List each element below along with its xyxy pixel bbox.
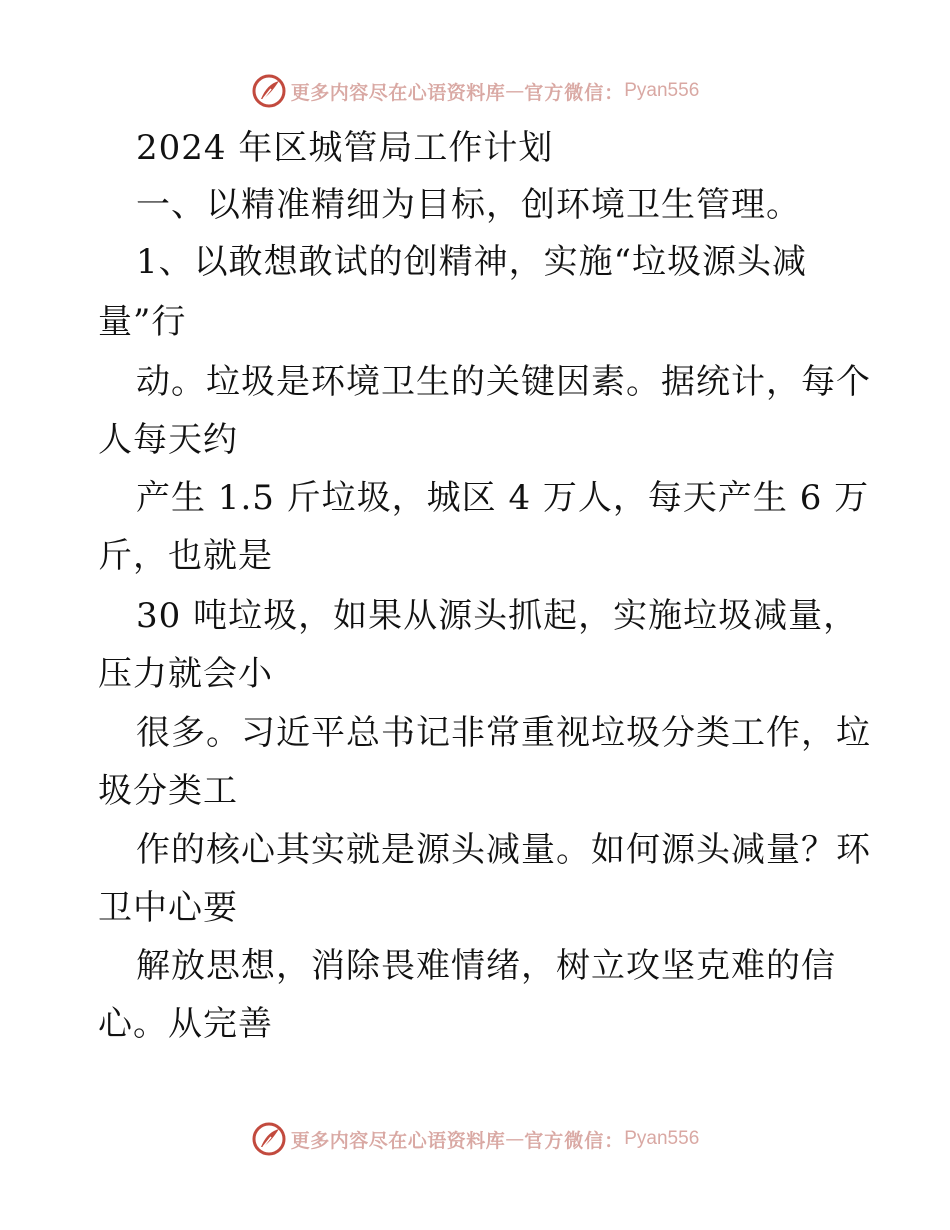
paragraph-line: 作的核心其实就是源头减量。如何源头减量？环 [136, 830, 871, 870]
footer-watermark [0, 1119, 950, 1159]
watermark-dash: — [505, 80, 525, 102]
watermark-main-text: 更多内容尽在心语资料库 [290, 1129, 506, 1152]
paragraph-line: 产生 1.5 斤垃圾，城区 4 万人，每天产生 6 万 [136, 478, 870, 518]
paragraph-line: 解放思想，消除畏难情绪，树立攻坚克难的信 [136, 946, 836, 986]
paragraph-line: 圾分类工 [98, 771, 238, 811]
document-title: 2024 年区城管局工作计划 [136, 128, 554, 168]
paragraph-line: 压力就会小 [98, 654, 273, 694]
watermark-dash: — [505, 1128, 525, 1150]
paragraph-line: 30 吨垃圾，如果从源头抓起，实施垃圾减量， [136, 596, 859, 636]
paragraph-line: 动。垃圾是环境卫生的关键因素。据统计，每个 [136, 362, 871, 402]
watermark-main-text: 更多内容尽在心语资料库 [290, 81, 506, 104]
paragraph-line: 心。从完善 [98, 1004, 273, 1044]
paragraph-line: 斤，也就是 [98, 536, 273, 576]
watermark-wechat-id: Pyan556 [624, 1128, 700, 1149]
watermark-wechat-id: Pyan556 [624, 80, 700, 101]
paragraph-line: 很多。习近平总书记非常重视垃圾分类工作，垃 [136, 713, 871, 753]
paragraph-line: 1、以敢想敢试的创精神，实施“垃圾源头减 [136, 242, 808, 282]
paragraph-line: 人每天约 [98, 420, 238, 460]
feather-pen-logo-icon [251, 1121, 287, 1157]
watermark-wechat-label: 官方微信： [524, 1129, 625, 1152]
paragraph-line: 卫中心要 [98, 888, 238, 928]
watermark-wechat-label: 官方微信： [524, 81, 625, 104]
section-heading: 一、以精准精细为目标，创环境卫生管理。 [136, 185, 801, 225]
paragraph-line: 量”行 [98, 302, 187, 342]
